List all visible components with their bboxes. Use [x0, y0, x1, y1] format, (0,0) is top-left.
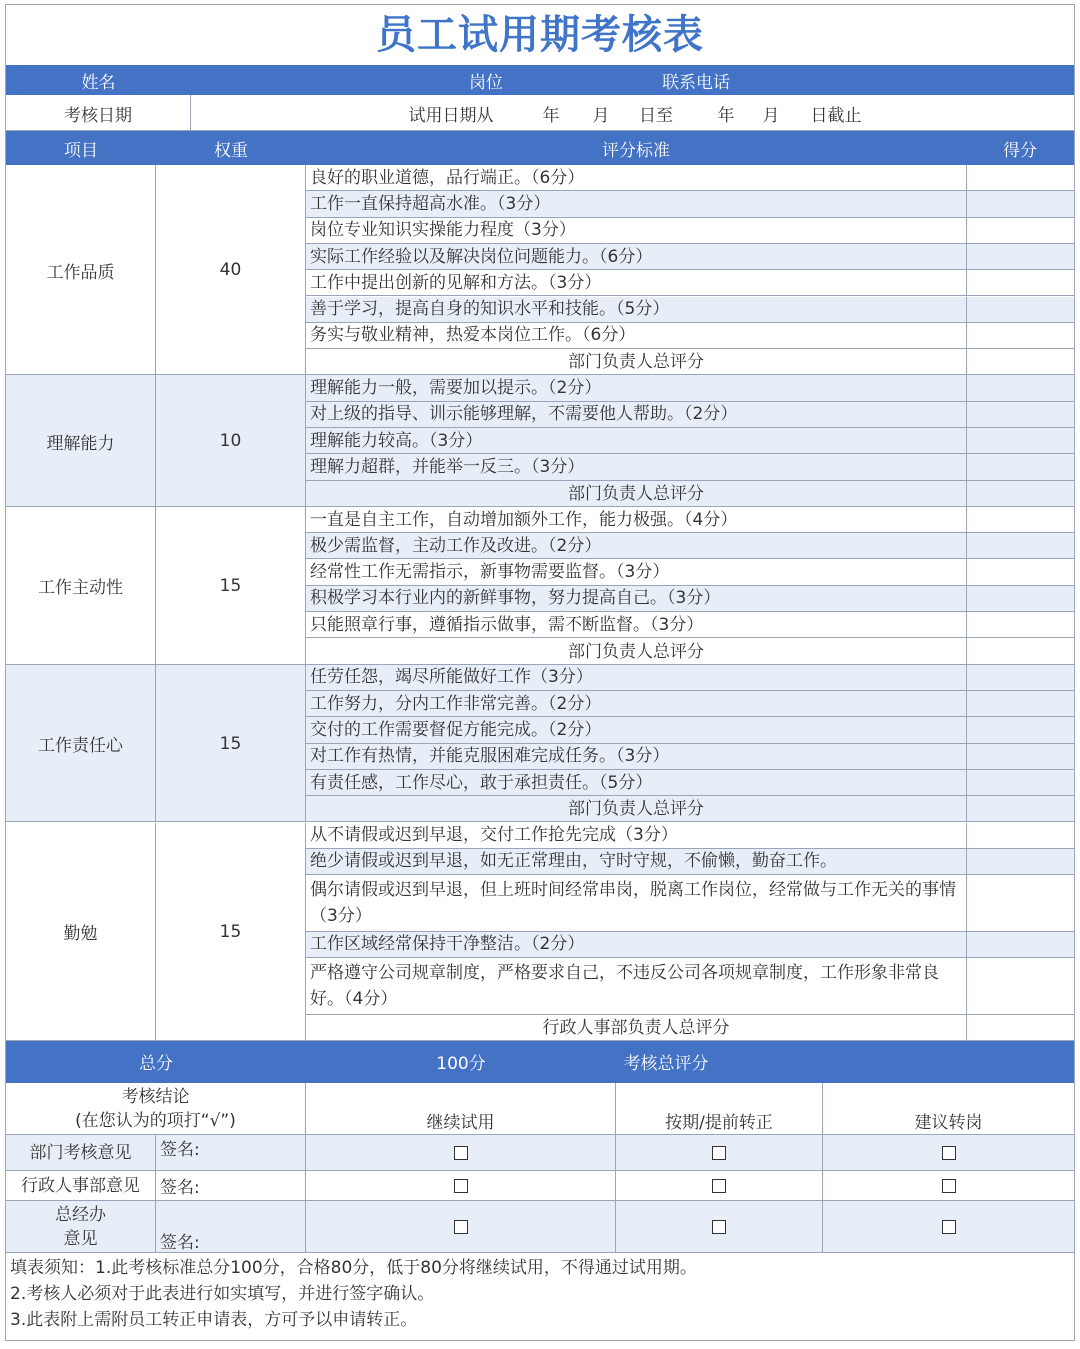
checkbox[interactable]	[712, 1220, 726, 1234]
criterion-text: 一直是自主工作，自动增加额外工作，能力极强。（4分）	[306, 507, 966, 533]
score-cell[interactable]	[966, 297, 1074, 323]
total-label: 总分	[139, 1054, 173, 1075]
checkbox[interactable]	[942, 1179, 956, 1193]
phone-label: 联系电话	[662, 72, 730, 93]
note-2: 2.考核人必须对于此表进行如实填写，并进行签字确认。	[10, 1283, 435, 1304]
date-row	[6, 95, 1074, 131]
criterion-text: 绝少请假或迟到早退，如无正常理由，守时守规，不偷懒，勤奋工作。	[306, 849, 966, 875]
note-3: 3.此表附上需附员工转正申请表，方可予以申请转正。	[10, 1309, 418, 1330]
criterion-text: 善于学习，提高自身的知识水平和技能。（5分）	[306, 297, 966, 323]
overall-score-label: 考核总评分	[623, 1054, 709, 1075]
signature-field[interactable]: 签名:	[156, 1171, 306, 1201]
year-2[interactable]: 年	[717, 105, 735, 126]
score-cell[interactable]	[966, 586, 1074, 612]
score-cell[interactable]	[966, 665, 1074, 691]
score-cell[interactable]	[966, 454, 1074, 480]
criterion-text: 工作努力，分内工作非常完善。（2分）	[306, 691, 966, 717]
criterion-text: 理解能力一般，需要加以提示。（2分）	[306, 375, 966, 401]
criterion-text: 严格遵守公司规章制度，严格要求自己，不违反公司各项规章制度，工作形象非常良好。（4分）	[306, 958, 966, 1015]
section-name: 工作主动性	[6, 507, 156, 665]
col-score: 得分	[1003, 140, 1037, 161]
day-end[interactable]: 日截止	[810, 105, 862, 126]
score-cell[interactable]	[966, 717, 1074, 743]
section-name: 勤勉	[6, 823, 156, 1041]
opinion-rows	[6, 1135, 1074, 1253]
checkbox-cell	[616, 1171, 823, 1201]
score-cell[interactable]	[966, 744, 1074, 770]
section-summary-label: 部门负责人总评分	[568, 641, 704, 662]
section-block	[6, 165, 1074, 375]
checkbox-cell	[306, 1201, 616, 1253]
checkbox[interactable]	[454, 1179, 468, 1193]
score-cell[interactable]	[966, 849, 1074, 875]
column-header-band	[6, 131, 1074, 165]
col-weight: 权重	[214, 140, 248, 161]
signature-field[interactable]: 签名:	[156, 1135, 306, 1171]
checkbox-cell	[306, 1171, 616, 1201]
section-summary-label: 部门负责人总评分	[568, 483, 704, 504]
score-cell[interactable]	[966, 770, 1074, 796]
conclusion-header-row	[6, 1083, 1074, 1135]
section-summary-score[interactable]	[966, 481, 1074, 507]
section-weight: 15	[156, 823, 306, 1041]
section-summary-label: 部门负责人总评分	[568, 352, 704, 373]
basic-info-band	[6, 65, 1074, 95]
score-cell[interactable]	[966, 533, 1074, 559]
criterion-text: 工作一直保持超高水准。（3分）	[306, 191, 966, 217]
checkbox[interactable]	[942, 1146, 956, 1160]
criterion-text: 任劳任怨，竭尽所能做好工作（3分）	[306, 665, 966, 691]
day-to[interactable]: 日至	[639, 105, 673, 126]
section-name: 工作责任心	[6, 665, 156, 823]
conclusion-label	[6, 1083, 306, 1135]
checkbox[interactable]	[712, 1146, 726, 1160]
score-cell[interactable]	[966, 375, 1074, 401]
criterion-text: 偶尔请假或迟到早退，但上班时间经常串岗，脱离工作岗位，经常做与工作无关的事情（3分）	[306, 875, 966, 932]
score-cell[interactable]	[966, 932, 1074, 958]
criterion-text: 积极学习本行业内的新鲜事物，努力提高自己。（3分）	[306, 586, 966, 612]
option-regular: 按期/提前转正	[616, 1083, 823, 1135]
criterion-text: 岗位专业知识实操能力程度（3分）	[306, 218, 966, 244]
checkbox-cell	[823, 1201, 1074, 1253]
score-cell[interactable]	[966, 165, 1074, 191]
opinion-label-line2: 意见	[63, 1228, 98, 1249]
criterion-text: 只能照章行事，遵循指示做事，需不断监督。（3分）	[306, 612, 966, 638]
period-text: 试用日期从	[408, 105, 494, 126]
section-block	[6, 375, 1074, 507]
opinion-row	[6, 1135, 1074, 1171]
score-cell[interactable]	[966, 559, 1074, 585]
checkbox-cell	[616, 1201, 823, 1253]
evaluation-form	[5, 4, 1075, 1341]
criterion-text: 良好的职业道德，品行端正。（6分）	[306, 165, 966, 191]
score-cell[interactable]	[966, 402, 1074, 428]
conclusion-label-line2: (在您认为的项打“√”)	[75, 1110, 236, 1131]
section-weight: 15	[156, 665, 306, 823]
opinion-row	[6, 1171, 1074, 1201]
section-summary-score[interactable]	[966, 1015, 1074, 1041]
criterion-text: 理解力超群，并能举一反三。（3分）	[306, 454, 966, 480]
section-block	[6, 665, 1074, 823]
total-value: 100分	[436, 1054, 486, 1075]
checkbox[interactable]	[454, 1220, 468, 1234]
criterion-text: 工作区域经常保持干净整洁。（2分）	[306, 932, 966, 958]
score-cell[interactable]	[966, 270, 1074, 296]
score-cell[interactable]	[966, 191, 1074, 217]
notes	[6, 1253, 1074, 1333]
section-weight: 40	[156, 165, 306, 375]
signature-field[interactable]: 签名:	[156, 1201, 306, 1253]
score-cell[interactable]	[966, 958, 1074, 1015]
col-criteria: 评分标准	[602, 140, 670, 161]
score-cell[interactable]	[966, 507, 1074, 533]
name-label: 姓名	[81, 72, 116, 93]
score-cell[interactable]	[966, 823, 1074, 849]
section-summary-score[interactable]	[966, 796, 1074, 822]
score-cell[interactable]	[966, 875, 1074, 932]
score-cell[interactable]	[966, 218, 1074, 244]
checkbox[interactable]	[942, 1220, 956, 1234]
checkbox[interactable]	[712, 1179, 726, 1193]
section-block	[6, 507, 1074, 665]
section-weight: 15	[156, 507, 306, 665]
checkbox-cell	[306, 1135, 616, 1171]
criterion-text: 经常性工作无需指示，新事物需要监督。（3分）	[306, 559, 966, 585]
score-cell[interactable]	[966, 323, 1074, 349]
col-item: 项目	[64, 140, 98, 161]
criterion-text: 极少需监督，主动工作及改进。（2分）	[306, 533, 966, 559]
criterion-text: 有责任感，工作尽心，敢于承担责任。（5分）	[306, 770, 966, 796]
option-transfer: 建议转岗	[914, 1112, 983, 1133]
score-cell[interactable]	[966, 428, 1074, 454]
opinion-row	[6, 1201, 1074, 1253]
section-summary-label: 部门负责人总评分	[568, 799, 704, 820]
opinion-label: 部门考核意见	[6, 1135, 156, 1171]
section-summary-score[interactable]	[966, 349, 1074, 375]
form-title: 员工试用期考核表	[376, 12, 704, 58]
score-cell[interactable]	[966, 691, 1074, 717]
opinion-label-line1: 总经办	[55, 1204, 106, 1225]
criterion-text: 对上级的指导、训示能够理解，不需要他人帮助。（2分）	[306, 402, 966, 428]
sections-table	[6, 165, 1074, 1041]
criterion-text: 务实与敬业精神，热爱本岗位工作。（6分）	[306, 323, 966, 349]
criterion-text: 对工作有热情，并能克服困难完成任务。（3分）	[306, 744, 966, 770]
option-continue: 继续试用	[306, 1083, 616, 1135]
position-label: 岗位	[469, 72, 503, 93]
checkbox-cell	[823, 1135, 1074, 1171]
section-weight: 10	[156, 375, 306, 507]
section-summary-score[interactable]	[966, 638, 1074, 664]
checkbox-cell	[616, 1135, 823, 1171]
section-name: 工作品质	[6, 165, 156, 375]
criterion-text: 工作中提出创新的见解和方法。（3分）	[306, 270, 966, 296]
section-name: 理解能力	[6, 375, 156, 507]
opinion-label: 行政人事部意见	[6, 1171, 156, 1201]
note-1: 填表须知：1.此考核标准总分100分，合格80分，低于80分将继续试用，不得通过试用期。	[10, 1257, 697, 1278]
year-1[interactable]: 年	[542, 105, 560, 126]
criterion-text: 交付的工作需要督促方能完成。（2分）	[306, 717, 966, 743]
section-summary-label: 行政人事部负责人总评分	[542, 1017, 730, 1038]
checkbox-cell	[823, 1171, 1074, 1201]
score-cell[interactable]	[966, 244, 1074, 270]
section-block	[6, 823, 1074, 1041]
checkbox[interactable]	[454, 1146, 468, 1160]
month-2[interactable]: 月	[762, 105, 780, 126]
month-1[interactable]: 月	[592, 105, 610, 126]
score-cell[interactable]	[966, 612, 1074, 638]
conclusion-label-line1: 考核结论	[121, 1086, 190, 1107]
total-band	[6, 1041, 1074, 1083]
criterion-text: 理解能力较高。（3分）	[306, 428, 966, 454]
opinion-label	[6, 1201, 156, 1253]
date-label: 考核日期	[6, 95, 191, 131]
criterion-text: 实际工作经验以及解决岗位问题能力。（6分）	[306, 244, 966, 270]
criterion-text: 从不请假或迟到早退，交付工作抢先完成（3分）	[306, 823, 966, 849]
